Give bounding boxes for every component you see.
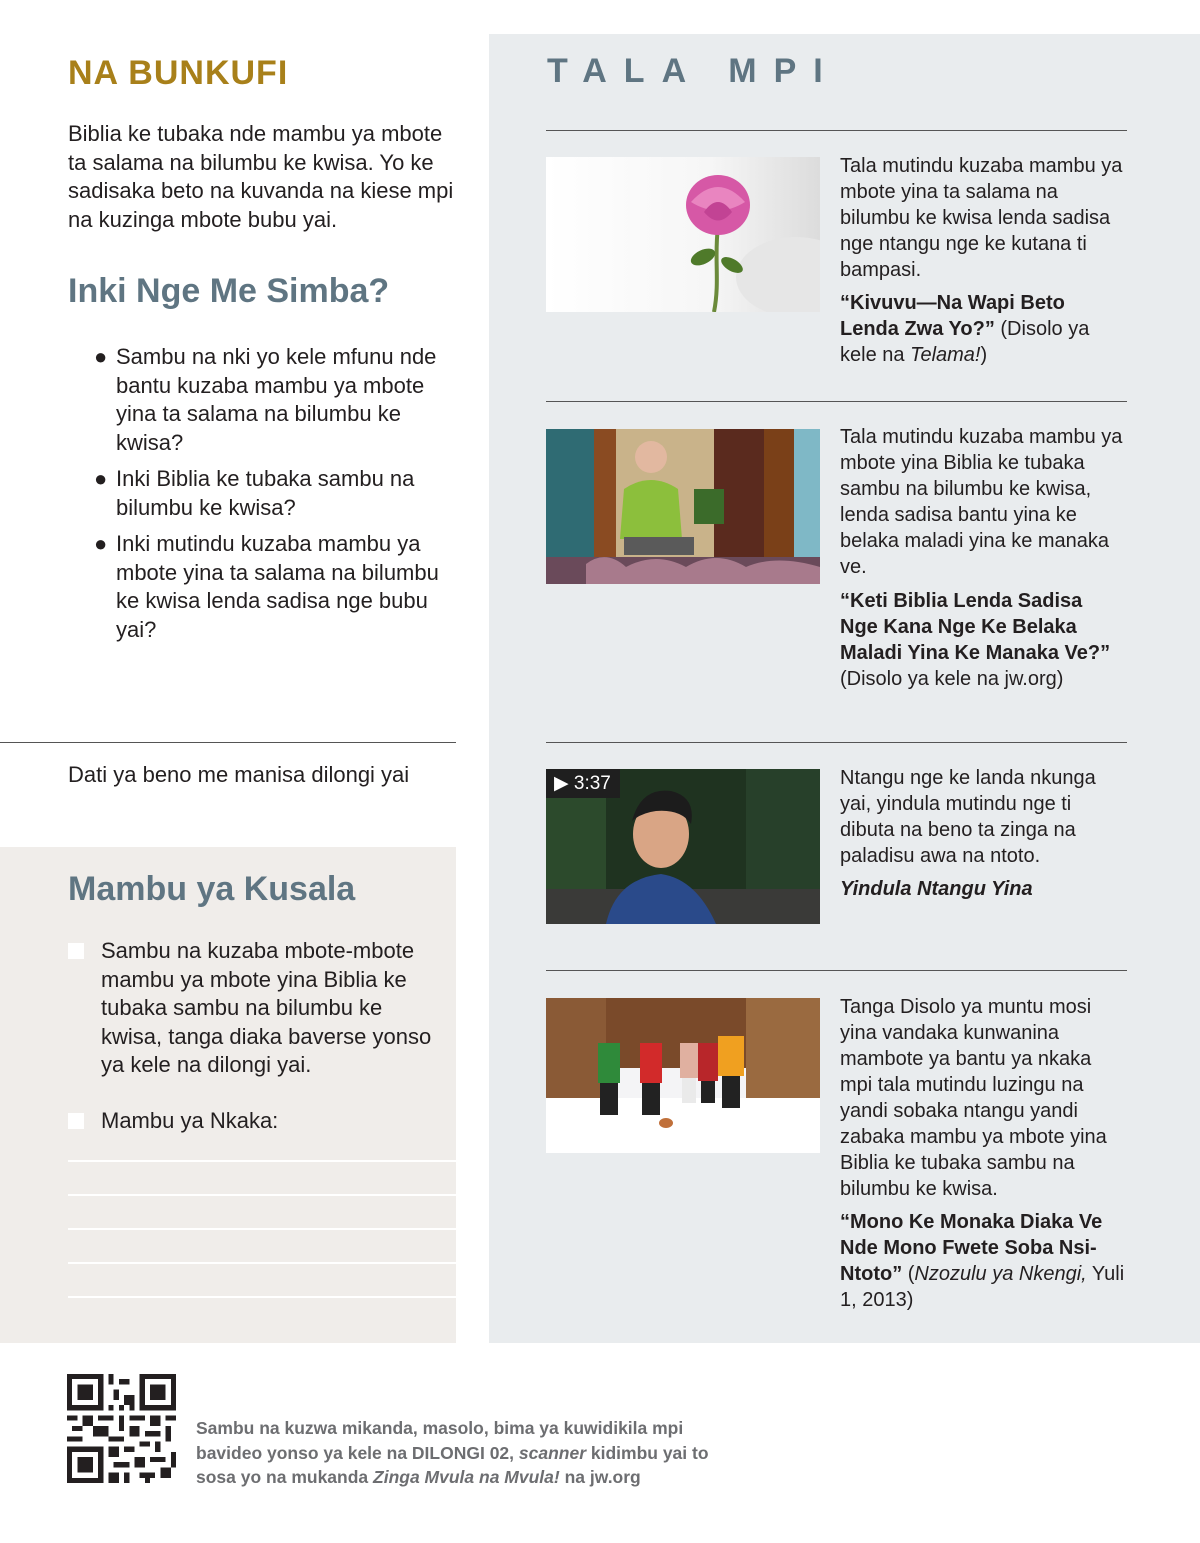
entry-title: “Kivuvu—Na Wapi Beto Lenda Zwa Yo?” bbox=[840, 292, 1065, 340]
divider bbox=[546, 970, 1127, 971]
bullet-icon: ● bbox=[94, 466, 108, 491]
entry-description: Ntangu nge ke landa nkunga yai, yindula mutindu nge ti dibuta na beno ta zinga na paladisu awa na ntoto. bbox=[840, 767, 1096, 867]
divider bbox=[546, 130, 1127, 131]
review-question-list bbox=[92, 343, 442, 652]
video-duration-badge: ▶ 3:37 bbox=[546, 769, 620, 798]
writing-line[interactable] bbox=[68, 1296, 456, 1298]
entry-reference[interactable]: “Keti Biblia Lenda Sadisa Nge Kana Nge Ke Belaka Maladi Yina Ke Manaka Ve?” (Disolo ya kele na jw.org) bbox=[840, 590, 1111, 690]
goal-checkbox[interactable] bbox=[68, 1113, 84, 1129]
writing-line[interactable] bbox=[68, 1194, 456, 1196]
further-heading: TALA MPI bbox=[547, 52, 840, 90]
man-in-wheelchair-image[interactable] bbox=[546, 429, 820, 584]
entry-reference[interactable]: “Kivuvu—Na Wapi Beto Lenda Zwa Yo?” (Disolo ya kele na Telama!) bbox=[840, 292, 1090, 366]
summary-text: Biblia ke tubaka nde mambu ya mbote ta salama na bilumbu ke kwisa. Yo ke sadisaka beto na kuvanda na kiese mpi na kuzinga mbote bubu yai. bbox=[68, 121, 454, 232]
goal-text: Sambu na kuzaba mbote-mbote mambu ya mbote yina Biblia ke tubaka sambu na bilumbu ke kwisa, tanga diaka baverse yonso ya kele na dilongi yai. bbox=[101, 938, 432, 1077]
writing-line[interactable] bbox=[68, 1228, 456, 1230]
review-heading: Inki Nge Me Simba? bbox=[68, 272, 390, 310]
goals-heading: Mambu ya Kusala bbox=[68, 870, 356, 908]
entry-title: Yindula Ntangu Yina bbox=[840, 878, 1033, 900]
video-thumbnail[interactable] bbox=[546, 769, 820, 924]
entry-description: Tala mutindu kuzaba mambu ya mbote yina ta salama na bilumbu ke kwisa lenda sadisa nge ntangu nge ke kutana ti bampasi. bbox=[840, 155, 1123, 281]
writing-line[interactable] bbox=[68, 1160, 456, 1162]
bullet-icon: ● bbox=[94, 531, 108, 556]
summary-heading: NA BUNKUFI bbox=[68, 54, 289, 92]
entry-title: “Keti Biblia Lenda Sadisa Nge Kana Nge Ke Belaka Maladi Yina Ke Manaka Ve?” bbox=[840, 590, 1111, 664]
review-question: ● Inki Biblia ke tubaka sambu na bilumbu ke kwisa? bbox=[94, 466, 415, 520]
divider bbox=[546, 742, 1127, 743]
goal-checkbox[interactable] bbox=[68, 943, 84, 959]
goal-item bbox=[68, 1107, 438, 1137]
flower-image[interactable] bbox=[546, 157, 820, 312]
completion-date-label: Dati ya beno me manisa dilongi yai bbox=[68, 762, 410, 787]
writing-line[interactable] bbox=[68, 1262, 456, 1264]
entry-description: Tala mutindu kuzaba mambu ya mbote yina Biblia ke tubaka sambu na bilumbu ke kwisa, lenda sadisa bantu yina ke belaka maladi yina ke manaka ve. bbox=[840, 426, 1123, 578]
review-question: ● Sambu na nki yo kele mfunu nde bantu kuzaba mambu ya mbote yina ta salama na bilumbu ke kwisa? bbox=[94, 344, 437, 455]
bullet-icon: ● bbox=[94, 344, 108, 369]
goal-item bbox=[68, 937, 438, 1087]
entry-title: “Mono Ke Monaka Diaka Ve Nde Mono Fwete Soba Nsi-Ntoto” bbox=[840, 1211, 1103, 1285]
entry-reference[interactable] bbox=[840, 876, 1125, 902]
entry-reference[interactable]: “Mono Ke Monaka Diaka Ve Nde Mono Fwete Soba Nsi-Ntoto” (Nzozulu ya Nkengi, Yuli 1, 2013) bbox=[840, 1211, 1125, 1311]
goal-text: Mambu ya Nkaka: bbox=[101, 1108, 279, 1133]
divider bbox=[546, 401, 1127, 402]
qr-code-icon[interactable] bbox=[67, 1374, 176, 1483]
review-question: ● Inki mutindu kuzaba mambu ya mbote yina ta salama na bilumbu ke kwisa lenda sadisa nge bubu yai? bbox=[94, 531, 439, 642]
divider bbox=[0, 742, 456, 743]
family-walking-image[interactable] bbox=[546, 998, 820, 1153]
entry-description: Tanga Disolo ya muntu mosi yina vandaka kunwanina mambote ya bantu ya nkaka mpi tala mutindu luzingu na yandi sobaka ntangu yandi zabaka mambu ya mbote yina Biblia ke tubaka sambu na bilumbu ke kwisa. bbox=[840, 996, 1107, 1200]
goals-section bbox=[0, 847, 456, 1343]
footer-instructions: Sambu na kuzwa mikanda, masolo, bima ya kuwidikila mpi bavideo yonso ya kele na DILONGI 02, scanner kidimbu yai to sosa yo na mukanda Zinga Mvula na Mvula! na jw.org bbox=[196, 1418, 709, 1487]
